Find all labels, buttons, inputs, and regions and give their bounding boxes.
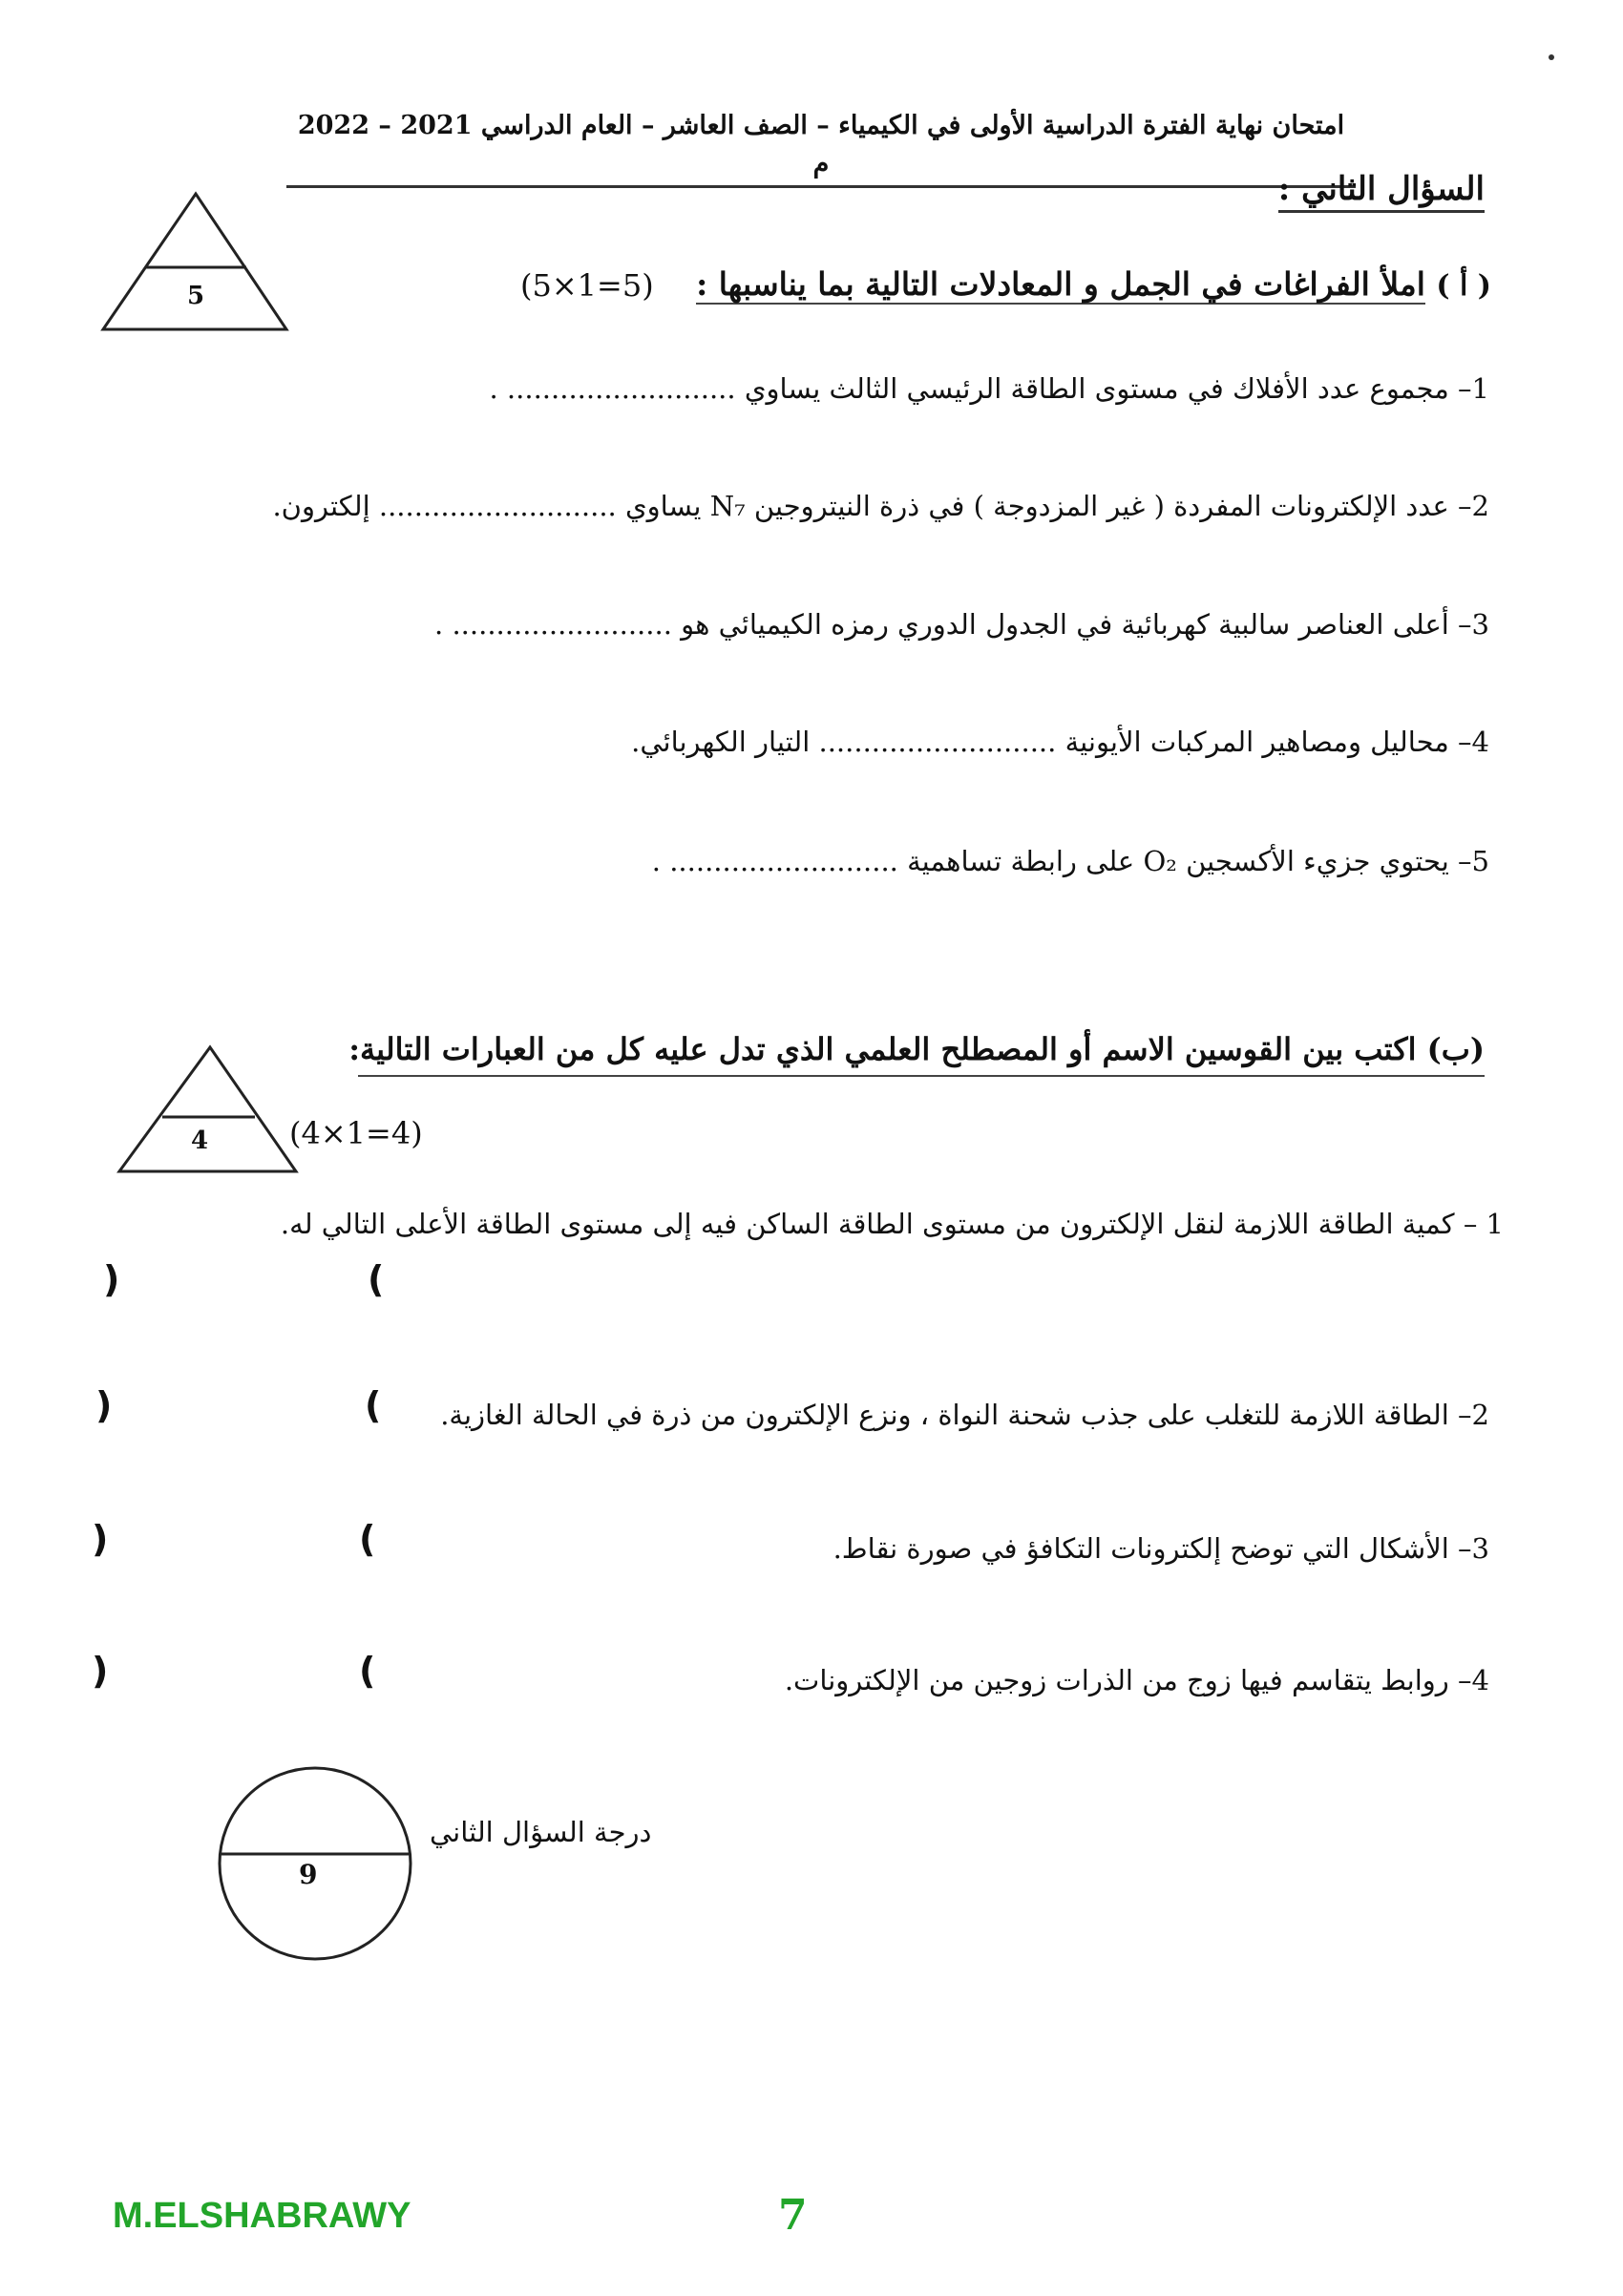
answer-close-paren: )	[92, 1650, 109, 1692]
answer-close-paren: )	[95, 1384, 113, 1426]
answer-open-paren: (	[359, 1518, 376, 1560]
exam-header: امتحان نهاية الفترة الدراسية الأولى في الكيمياء – الصف العاشر – العام الدراسي 2021 – 2022 م	[286, 107, 1356, 188]
section-b-score: 4	[191, 1127, 209, 1155]
section-b-item-4: 4– روابط يتقاسم فيها زوج من الذرات زوجين من الإلكترونات.	[784, 1664, 1489, 1696]
answer-open-paren: (	[368, 1258, 385, 1300]
section-b-marks: (4×1=4)	[289, 1115, 423, 1151]
answer-close-paren: )	[92, 1518, 109, 1560]
answer-open-paren: (	[365, 1384, 382, 1426]
section-a-item-4: 4– محاليل ومصاهير المركبات الأيونية ........................... التيار الكهربائي.	[631, 726, 1489, 758]
question-title: السؤال الثاني :	[1278, 170, 1485, 213]
section-a-item-3: 3– أعلى العناصر سالبية كهربائية في الجدول الدوري رمزه الكيميائي هو ......................... .	[434, 608, 1489, 641]
total-score-label: درجة السؤال الثاني	[430, 1816, 652, 1848]
section-a-item-2: 2– عدد الإلكترونات المفردة ( غير المزدوجة ) في ذرة النيتروجين N₇ يساوي ........................... إلكترون.	[272, 490, 1489, 522]
answer-close-paren: )	[103, 1258, 120, 1300]
section-a-item-1: 1– مجموع عدد الأفلاك في مستوى الطاقة الرئيسي الثالث يساوي .......................... .	[489, 372, 1489, 405]
total-score: 9	[299, 1859, 318, 1890]
section-a-prefix: ( أ )	[1436, 269, 1491, 303]
section-a-score-triangle	[95, 186, 296, 334]
scan-speck	[1549, 54, 1554, 60]
section-b-heading: (ب) اكتب بين القوسين الاسم أو المصطلح العلمي الذي تدل عليه كل من العبارات التالية:	[358, 1031, 1485, 1077]
section-a-heading	[696, 265, 1491, 303]
section-a-item-5: 5– يحتوي جزيء الأكسجين O₂ على رابطة تساهمية .......................... .	[651, 845, 1489, 877]
section-b-score-triangle	[110, 1043, 310, 1176]
section-a-marks: (5×1=5)	[520, 267, 654, 304]
footer-author: M.ELSHABRAWY	[113, 2196, 411, 2236]
page-number: 7	[778, 2191, 808, 2240]
section-b-item-3: 3– الأشكال التي توضح إلكترونات التكافؤ في صورة نقاط.	[833, 1532, 1489, 1565]
answer-open-paren: (	[359, 1650, 376, 1692]
section-a-heading-text: املأ الفراغات في الجمل و المعادلات التالية بما يناسبها :	[696, 265, 1425, 303]
section-a-score: 5	[187, 282, 205, 310]
section-b-item-2: 2– الطاقة اللازمة للتغلب على جذب شحنة النواة ، ونزع الإلكترون من ذرة في الحالة الغازية.	[440, 1399, 1489, 1431]
section-b-item-1: 1 – كمية الطاقة اللازمة لنقل الإلكترون من مستوى الطاقة الساكن فيه إلى مستوى الطاقة الأعلى التالي له.	[280, 1208, 1504, 1240]
